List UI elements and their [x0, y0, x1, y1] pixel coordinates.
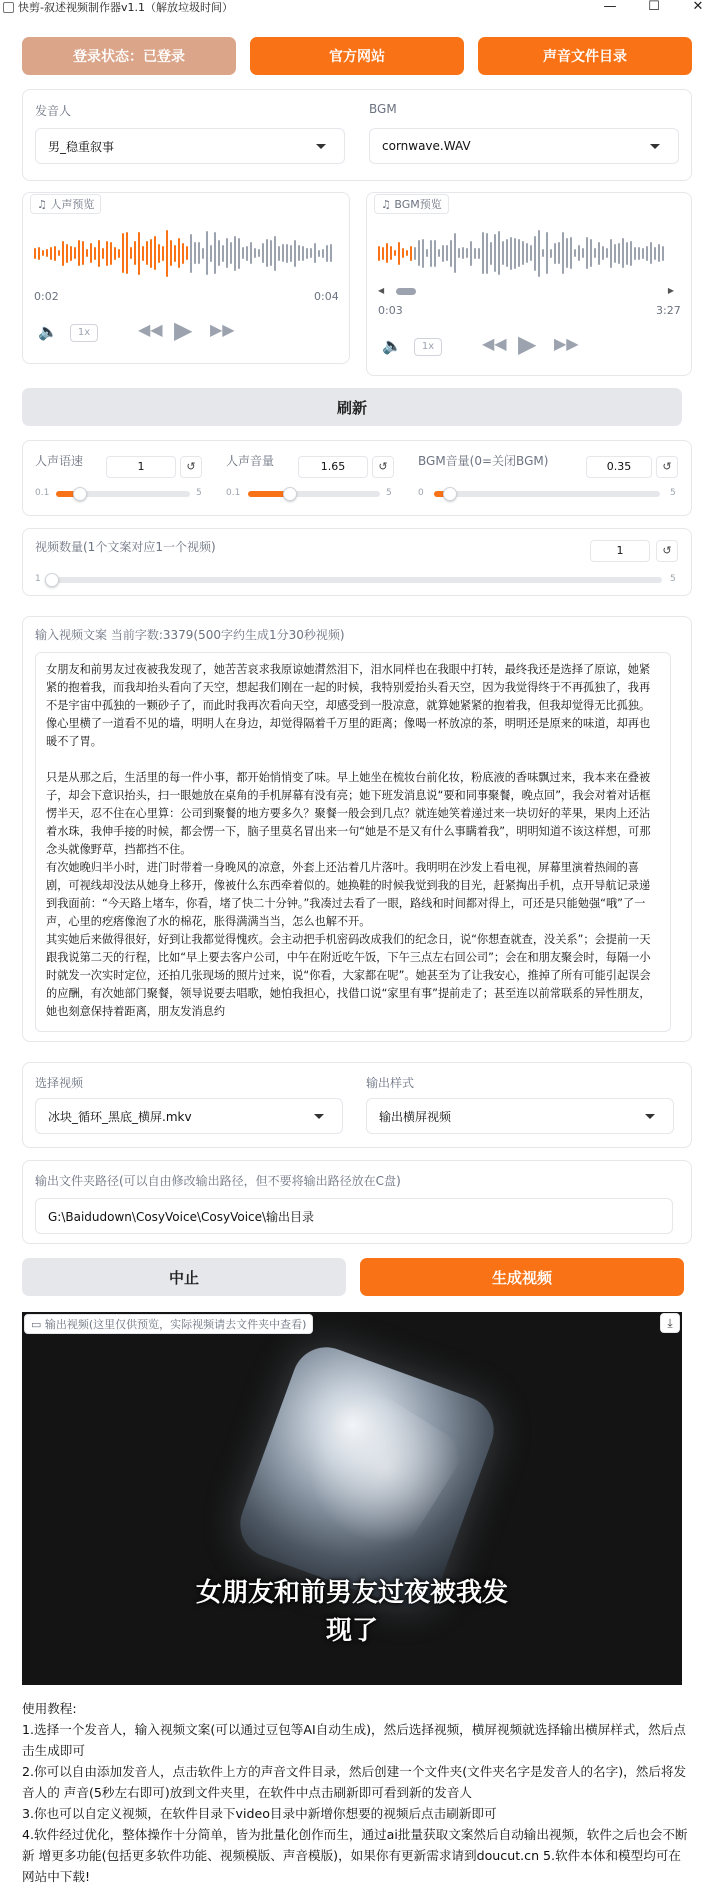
- waveform-bar: [646, 246, 648, 261]
- chevron-down-icon: [650, 144, 660, 149]
- copy-textarea[interactable]: [35, 652, 671, 1032]
- waveform-bar: [546, 232, 548, 274]
- waveform-bar: [190, 234, 192, 273]
- output-path-value: G:\Baidudown\CosyVoice\CosyVoice\输出目录: [48, 1209, 315, 1224]
- waveform-bar: [86, 249, 88, 257]
- waveform-bar: [598, 242, 600, 265]
- waveform-bar: [134, 241, 136, 265]
- output-style-value: 输出横屏视频: [379, 1109, 452, 1124]
- waveform-bar: [522, 241, 524, 265]
- waveform-bar: [434, 240, 436, 267]
- waveform-bar: [242, 247, 244, 259]
- voice-speed-min: 0.1: [35, 488, 50, 498]
- waveform-bar: [510, 237, 512, 270]
- scroll-thumb[interactable]: [396, 288, 416, 295]
- waveform-bar: [458, 248, 460, 258]
- waveform-bar: [466, 248, 468, 258]
- waveform-bar: [254, 248, 256, 258]
- waveform-bar: [330, 244, 332, 262]
- waveform-bar: [314, 243, 316, 263]
- waveform-bar: [162, 246, 164, 261]
- waveform-bar: [186, 246, 188, 260]
- window-title: 快剪-叙述视频制作器v1.1（解放垃圾时间）: [18, 1, 233, 14]
- waveform-bar: [470, 241, 472, 266]
- waveform-bar: [178, 238, 180, 268]
- rewind-icon[interactable]: ◀◀: [482, 334, 507, 353]
- waveform-bar: [490, 242, 492, 265]
- waveform-bar: [654, 247, 656, 260]
- waveform-bar: [94, 247, 96, 260]
- waveform-bar: [42, 250, 44, 256]
- tutorial-line: 2.你可以自由添加发音人，点击软件上方的声音文件目录，然后创建一个文件夹(文件夹名字是发音人的名字)，然后将发音人的 声音(5秒左右即可)放到文件夹里，在软件中点击刷新即可看到新的发音人: [22, 1764, 687, 1800]
- fast-forward-icon[interactable]: ▶▶: [210, 320, 235, 339]
- waveform-bar: [438, 249, 440, 257]
- waveform-bar: [586, 237, 588, 269]
- select-video-dropdown[interactable]: [35, 1098, 343, 1134]
- title-bar: [0, 0, 720, 16]
- waveform-bar: [542, 249, 544, 257]
- waveform-bar: [398, 242, 400, 265]
- waveform-bar: [574, 249, 576, 257]
- voice-speed-input[interactable]: 1: [106, 456, 176, 478]
- bgm-preview-label: ♫ BGM预览: [374, 194, 449, 214]
- fast-forward-icon[interactable]: ▶▶: [554, 334, 579, 353]
- waveform-bar: [50, 247, 52, 260]
- app-icon: [3, 2, 14, 13]
- video-count-track[interactable]: [52, 577, 662, 583]
- speaker-dropdown[interactable]: [35, 128, 345, 164]
- waveform-bar: [306, 248, 308, 259]
- maximize-button[interactable]: ☐: [648, 0, 660, 14]
- waveform-bar: [58, 250, 60, 256]
- video-count-handle[interactable]: [45, 573, 59, 587]
- waveform-bar: [74, 247, 76, 259]
- tutorial: [22, 1698, 690, 1887]
- waveform-bar: [154, 236, 156, 270]
- waveform-bar: [226, 238, 228, 268]
- voice-speed-max: 5: [196, 488, 202, 498]
- waveform-bar: [246, 246, 248, 261]
- waveform-bar: [410, 246, 412, 261]
- bgm-volume-input[interactable]: 0.35: [586, 456, 652, 478]
- bgm-volume-max: 5: [670, 488, 676, 498]
- waveform-bar: [274, 236, 276, 271]
- waveform-bar: [146, 241, 148, 265]
- bgm-value: cornwave.WAV: [382, 139, 471, 153]
- voice-current-time: 0:02: [34, 290, 59, 303]
- waveform-bar: [578, 245, 580, 261]
- official-website-button[interactable]: 官方网站: [250, 37, 464, 75]
- waveform-bar: [570, 237, 572, 269]
- waveform-bar: [302, 246, 304, 261]
- bgm-current-time: 0:03: [378, 304, 403, 317]
- bgm-volume-reset-button[interactable]: ↺: [656, 456, 678, 478]
- voice-volume-min: 0.1: [226, 488, 241, 498]
- waveform-bar: [482, 232, 484, 274]
- waveform-bar: [118, 249, 120, 258]
- copy-label: 输入视频文案 当前字数:3379(500字约生成1分30秒视频): [35, 628, 345, 642]
- waveform-bar: [554, 243, 556, 264]
- waveform-bar: [66, 244, 68, 263]
- voice-preview-label: ♫ 人声预览: [30, 194, 101, 214]
- waveform-bar: [518, 239, 520, 267]
- waveform-bar: [530, 245, 532, 261]
- waveform-bar: [462, 247, 464, 259]
- waveform-bar: [486, 233, 488, 274]
- waveform-bar: [250, 242, 252, 264]
- waveform-bar: [278, 246, 280, 261]
- waveform-bar: [474, 248, 476, 259]
- waveform-bar: [538, 230, 540, 277]
- waveform-bar: [286, 244, 288, 263]
- waveform-bar: [422, 239, 424, 268]
- waveform-bar: [498, 231, 500, 275]
- bgm-waveform[interactable]: [378, 228, 664, 278]
- bgm-scrollbar[interactable]: [378, 288, 674, 296]
- chevron-down-icon: [316, 144, 326, 149]
- waveform-bar: [318, 250, 320, 257]
- waveform-bar: [550, 249, 552, 258]
- waveform-bar: [386, 243, 388, 263]
- waveform-bar: [62, 241, 64, 266]
- audio-sliders-panel: [22, 440, 692, 516]
- waveform-bar: [526, 243, 528, 263]
- bgm-speed-button[interactable]: 1x: [414, 338, 442, 356]
- waveform-bar: [414, 247, 416, 260]
- stop-button[interactable]: 中止: [22, 1258, 346, 1296]
- bgm-volume-label: BGM音量(0=关闭BGM): [418, 454, 549, 468]
- waveform-bar: [590, 239, 592, 267]
- video-subtitle-line: 现了: [325, 1616, 378, 1646]
- waveform-bar: [130, 247, 132, 259]
- waveform-bar: [630, 241, 632, 266]
- waveform-bar: [310, 248, 312, 258]
- waveform-bar: [450, 240, 452, 267]
- waveform-bar: [514, 238, 516, 269]
- copy-paragraph: 只是从那之后，生活里的每一件小事，都开始悄悄变了味。早上她坐在梳妆台前化妆，粉底液的香味飘过来，我本来在叠被子，却会下意识抬头，扫一眼她放在桌角的手机屏幕有没有亮；她下班发消息说“要和同事聚餐，晚点回”，我会对着对话框愣半天，忍不住在心里算：公司到聚餐的地方要多久？聚餐一般会到几点？就连她笑着递过来一块切好的苹果，果肉上还沾着水珠，我伸手接的时候，都会愣一下，脑子里莫名冒出来一句“她是不是又有什么事瞒着我”，明明知道不该这样想，可那念头就像野草，挡都挡不住。: [46, 771, 651, 856]
- scroll-right-icon[interactable]: ▶: [667, 286, 674, 295]
- waveform-bar: [566, 238, 568, 268]
- copy-paragraph: 其实她后来做得很好，好到让我都觉得愧疚。会主动把手机密码改成我们的纪念日，说“你想查就查，没关系”；会提前一天跟我说第二天的行程，比如“早上要去客户公司，中午在附近吃午饭，下午三点左右回公司”；会在和朋友聚会时，每隔一小时就发一次实时定位，还拍几张现场的照片过来，说“你看，大家都在呢”。她甚至为了让我安心，推掉了所有可能引起误会的应酬，有次她部门聚餐，领导说要去唱歌，她怕我担心，找借口说“家里有事”提前走了；甚至连以前常联系的异性朋友，她也刻意保持着距离，朋友发消息约: [46, 933, 651, 1018]
- waveform-bar: [602, 246, 604, 260]
- waveform-bar: [394, 250, 396, 256]
- bgm-volume-handle[interactable]: [443, 487, 457, 501]
- voice-waveform[interactable]: [34, 228, 332, 278]
- waveform-bar: [122, 233, 124, 273]
- voice-files-dir-button[interactable]: 声音文件目录: [478, 37, 692, 75]
- waveform-bar: [110, 242, 112, 265]
- waveform-bar: [270, 240, 272, 266]
- waveform-bar: [426, 249, 428, 257]
- waveform-bar: [202, 248, 204, 259]
- waveform-bar: [238, 238, 240, 269]
- waveform-bar: [618, 243, 620, 264]
- waveform-bar: [198, 242, 200, 264]
- waveform-bar: [378, 246, 380, 261]
- waveform-bar: [626, 242, 628, 265]
- waveform-bar: [390, 246, 392, 260]
- waveform-bar: [382, 247, 384, 260]
- waveform-bar: [222, 245, 224, 262]
- copy-paragraph: 有次她晚归半小时，进门时带着一身晚风的凉意，外套上还沾着几片落叶。我明明在沙发上看电视，屏幕里演着热闹的喜剧，可视线却没法从她身上移开，像被什么东西牵着似的。她换鞋的时候我觉到我的目光，赶紧掏出手机，点开导航记录递到我面前：“今天路上堵车，你看，堵了快二十分钟。”我凑过去看了一眼，路线和时间都对得上，可还是只能勉强“哦”了一声，心里的疙瘩像泡了水的棉花，胀得满满当当，怎么也解不开。: [46, 861, 651, 928]
- tutorial-line: 3.你也可以自定义视频，在软件目录下video目录中新增你想要的视频后点击刷新即可: [22, 1806, 497, 1821]
- waveform-bar: [658, 244, 660, 262]
- volume-icon[interactable]: 🔈: [382, 336, 402, 355]
- voice-speed-handle[interactable]: [73, 487, 87, 501]
- play-icon[interactable]: ▶: [518, 330, 537, 358]
- waveform-bar: [102, 248, 104, 259]
- video-count-min: 1: [35, 574, 41, 584]
- waveform-bar: [614, 244, 616, 263]
- output-style-label: 输出样式: [366, 1076, 415, 1090]
- video-subtitle-line: 女朋友和前男友过夜被我发: [195, 1578, 508, 1608]
- waveform-bar: [290, 245, 292, 262]
- waveform-bar: [406, 250, 408, 256]
- waveform-bar: [150, 239, 152, 268]
- waveform-bar: [610, 239, 612, 268]
- close-button[interactable]: ✕: [692, 0, 704, 14]
- copy-paragraph: 女朋友和前男友过夜被我发现了，她苦苦哀求我原谅她潸然泪下，泪水同样也在我眼中打转，最终我还是选择了原谅，她紧紧的抱着我，而我却抬头看向了天空，想起我们刚在一起的时候，我特别爱抬头看天空，因为我觉得终于不再孤独了，我再不是宇宙中孤独的一颗砂子了，而此时我再次看向天空，却感受到一股凉意，就算她紧紧的抱着我，但我却觉得无比孤独。像心里横了一道看不见的墙，明明人在身边，却觉得隔着千万里的距离；像喝一杯放凉的茶，明明还是原来的味道，却再也暖不了胃。: [46, 663, 651, 748]
- bgm-volume-track[interactable]: [434, 491, 660, 497]
- rewind-icon[interactable]: ◀◀: [138, 320, 163, 339]
- tutorial-line: 4.软件经过优化，整体操作十分简单，皆为批量化创作而生，通过ai批量获取文案然后自动输出视频，软件之后也会不断新 增更多功能(包括更多软件功能、视频模版、声音模版)，如果你有更新需求请到doucut.cn 5.软件本体和模型均可在网站中下载!: [22, 1827, 688, 1884]
- voice-speed-button[interactable]: 1x: [70, 324, 98, 342]
- select-video-label: 选择视频: [35, 1076, 84, 1090]
- waveform-bar: [442, 245, 444, 262]
- waveform-bar: [298, 245, 300, 261]
- output-video-player[interactable]: [22, 1312, 682, 1685]
- waveform-bar: [430, 240, 432, 267]
- waveform-bar: [418, 240, 420, 266]
- waveform-bar: [182, 243, 184, 264]
- output-style-dropdown[interactable]: [366, 1098, 674, 1134]
- waveform-bar: [266, 239, 268, 267]
- waveform-bar: [282, 244, 284, 262]
- waveform-bar: [478, 248, 480, 259]
- waveform-bar: [446, 245, 448, 261]
- waveform-bar: [106, 241, 108, 266]
- waveform-bar: [258, 249, 260, 257]
- waveform-bar: [402, 248, 404, 258]
- refresh-button[interactable]: 刷新: [22, 388, 682, 426]
- voice-speed-label: 人声语速: [35, 454, 84, 468]
- waveform-bar: [494, 234, 496, 272]
- waveform-bar: [82, 241, 84, 265]
- waveform-bar: [294, 240, 296, 267]
- bgm-total-time: 3:27: [656, 304, 681, 317]
- waveform-bar: [210, 245, 212, 262]
- waveform-bar: [582, 248, 584, 258]
- waveform-bar: [558, 242, 560, 264]
- video-count-reset-button[interactable]: ↺: [656, 540, 678, 562]
- bgm-dropdown[interactable]: [369, 128, 679, 164]
- waveform-bar: [502, 241, 504, 265]
- waveform-bar: [454, 233, 456, 273]
- waveform-bar: [170, 240, 172, 266]
- voice-speed-reset-button[interactable]: ↺: [180, 456, 202, 478]
- bgm-label: BGM: [369, 102, 397, 116]
- waveform-bar: [46, 249, 48, 257]
- waveform-bar: [230, 242, 232, 264]
- waveform-bar: [142, 246, 144, 261]
- waveform-bar: [326, 245, 328, 262]
- output-path-input[interactable]: [35, 1198, 673, 1234]
- waveform-bar: [98, 240, 100, 267]
- chevron-down-icon: [645, 1114, 655, 1119]
- waveform-bar: [166, 230, 168, 277]
- waveform-bar: [138, 232, 140, 275]
- waveform-bar: [322, 249, 324, 258]
- waveform-bar: [638, 247, 640, 260]
- waveform-bar: [606, 248, 608, 258]
- waveform-bar: [214, 232, 216, 274]
- download-icon[interactable]: ⤓: [660, 1313, 680, 1333]
- chevron-down-icon: [314, 1114, 324, 1119]
- waveform-bar: [534, 236, 536, 271]
- waveform-bar: [642, 248, 644, 259]
- waveform-bar: [126, 232, 128, 274]
- waveform-bar: [90, 243, 92, 263]
- voice-volume-label: 人声音量: [226, 454, 275, 468]
- speaker-label: 发音人: [35, 104, 72, 118]
- waveform-bar: [54, 246, 56, 261]
- waveform-bar: [234, 236, 236, 271]
- waveform-bar: [594, 248, 596, 258]
- volume-icon[interactable]: 🔈: [38, 322, 58, 341]
- waveform-bar: [634, 247, 636, 260]
- voice-total-time: 0:04: [314, 290, 339, 303]
- tutorial-line: 1.选择一个发音人，输入视频文案(可以通过豆包等AI自动生成)，然后选择视频，横屏视频就选择输出横屏样式，然后点击生成即可: [22, 1722, 686, 1758]
- voice-volume-reset-button[interactable]: ↺: [372, 456, 394, 478]
- waveform-bar: [194, 242, 196, 264]
- scroll-left-icon[interactable]: ◀: [378, 286, 385, 295]
- play-icon[interactable]: ▶: [174, 316, 193, 344]
- generate-video-button[interactable]: 生成视频: [360, 1258, 684, 1296]
- waveform-bar: [158, 244, 160, 263]
- waveform-bar: [650, 242, 652, 264]
- waveform-bar: [174, 245, 176, 262]
- bgm-volume-min: 0: [418, 488, 424, 498]
- output-video-label: ▭ 输出视频(这里仅供预览，实际视频请去文件夹中查看): [24, 1314, 313, 1334]
- output-path-label: 输出文件夹路径(可以自由修改输出路径，但不要将输出路径放在C盘): [35, 1174, 401, 1188]
- waveform-bar: [114, 247, 116, 260]
- voice-volume-max: 5: [386, 488, 392, 498]
- tutorial-title: 使用教程:: [22, 1701, 77, 1716]
- select-video-value: 冰块_循环_黑底_横屏.mkv: [48, 1109, 192, 1124]
- speaker-value: 男_稳重叙事: [48, 139, 115, 154]
- video-count-max: 5: [670, 574, 676, 584]
- waveform-bar: [78, 240, 80, 266]
- waveform-bar: [562, 232, 564, 274]
- waveform-bar: [70, 246, 72, 261]
- waveform-bar: [38, 247, 40, 260]
- waveform-bar: [34, 248, 36, 259]
- video-count-label: 视频数量(1个文案对应1一个视频): [35, 540, 216, 554]
- waveform-bar: [218, 240, 220, 266]
- waveform-bar: [262, 243, 264, 263]
- waveform-bar: [206, 231, 208, 275]
- login-status-button[interactable]: 登录状态：已登录: [22, 37, 236, 75]
- waveform-bar: [622, 238, 624, 268]
- video-subtitle: [22, 1574, 682, 1650]
- waveform-bar: [662, 246, 664, 261]
- voice-volume-input[interactable]: 1.65: [298, 456, 368, 478]
- video-count-input[interactable]: 1: [590, 540, 650, 562]
- waveform-bar: [506, 239, 508, 267]
- minimize-button[interactable]: —: [603, 0, 617, 14]
